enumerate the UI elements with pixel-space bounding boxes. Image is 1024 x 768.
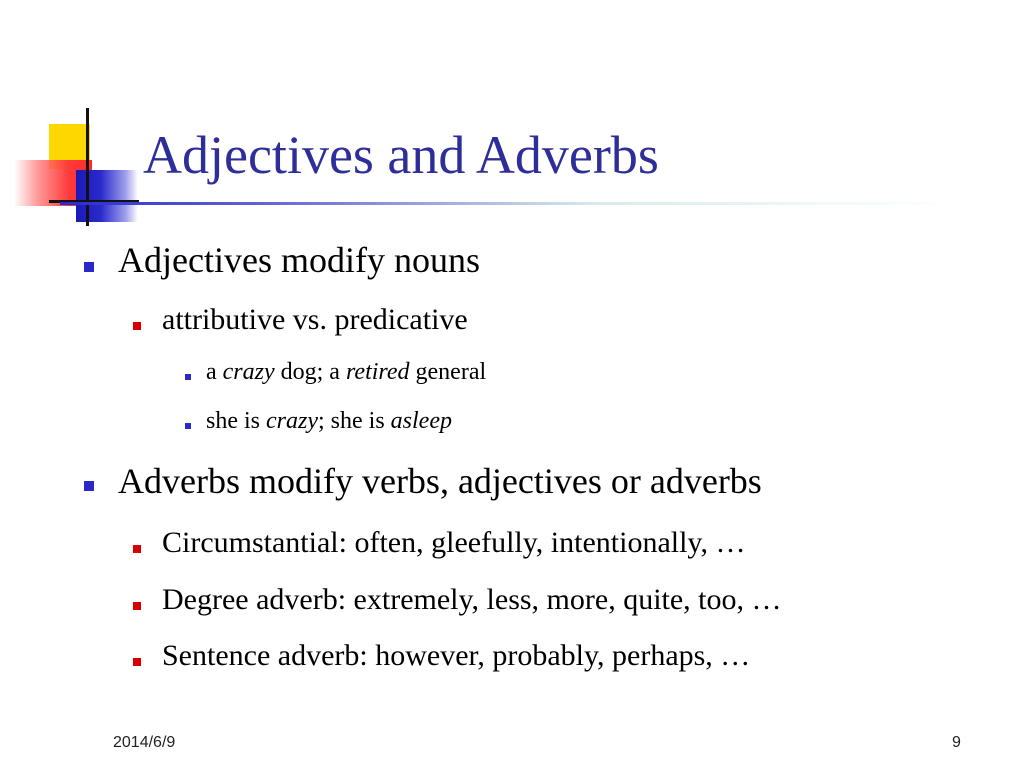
text-run: Sentence adverb: however, probably, perhaps, … xyxy=(162,639,751,672)
bullet-item xyxy=(162,303,468,337)
text-run: Adjectives modify nouns xyxy=(118,240,480,280)
vertical-line-decoration xyxy=(86,108,89,226)
bullet-marker-icon xyxy=(133,658,141,666)
text-run: Adverbs modify verbs, adjectives or adverbs xyxy=(118,461,762,501)
bullet-item xyxy=(162,526,745,560)
bullet-item xyxy=(162,639,750,673)
bullet-marker-icon xyxy=(84,262,94,272)
bullet-item xyxy=(118,460,762,502)
text-run: Degree adverb: extremely, less, more, quite, too, … xyxy=(162,583,782,616)
bullet-marker-icon xyxy=(133,322,141,330)
page-number: 9 xyxy=(952,734,961,751)
text-run: attributive vs. predicative xyxy=(162,303,468,336)
slide-title: Adjectives and Adverbs xyxy=(143,125,659,185)
bullet-item xyxy=(162,583,782,617)
italic-text: retired xyxy=(345,359,410,385)
bullet-marker-icon xyxy=(133,602,141,610)
title-underline xyxy=(60,202,960,205)
text-run: a xyxy=(206,359,223,385)
bullet-item xyxy=(118,239,480,281)
text-run: general xyxy=(409,359,487,385)
bullet-marker-icon xyxy=(133,545,141,553)
text-run: she is xyxy=(206,408,266,434)
italic-text: asleep xyxy=(390,408,452,434)
text-run: dog; a xyxy=(274,359,346,385)
bullet-item xyxy=(206,359,486,386)
footer-date: 2014/6/9 xyxy=(113,734,176,751)
bullet-marker-icon xyxy=(185,374,191,380)
italic-text: crazy xyxy=(266,408,318,434)
italic-text: crazy xyxy=(222,359,275,385)
text-run: ; she is xyxy=(317,408,391,434)
bullet-marker-icon xyxy=(185,423,191,429)
text-run: Circumstantial: often, gleefully, intentionally, … xyxy=(162,526,746,559)
bullet-marker-icon xyxy=(84,481,94,491)
bullet-item xyxy=(206,408,452,435)
